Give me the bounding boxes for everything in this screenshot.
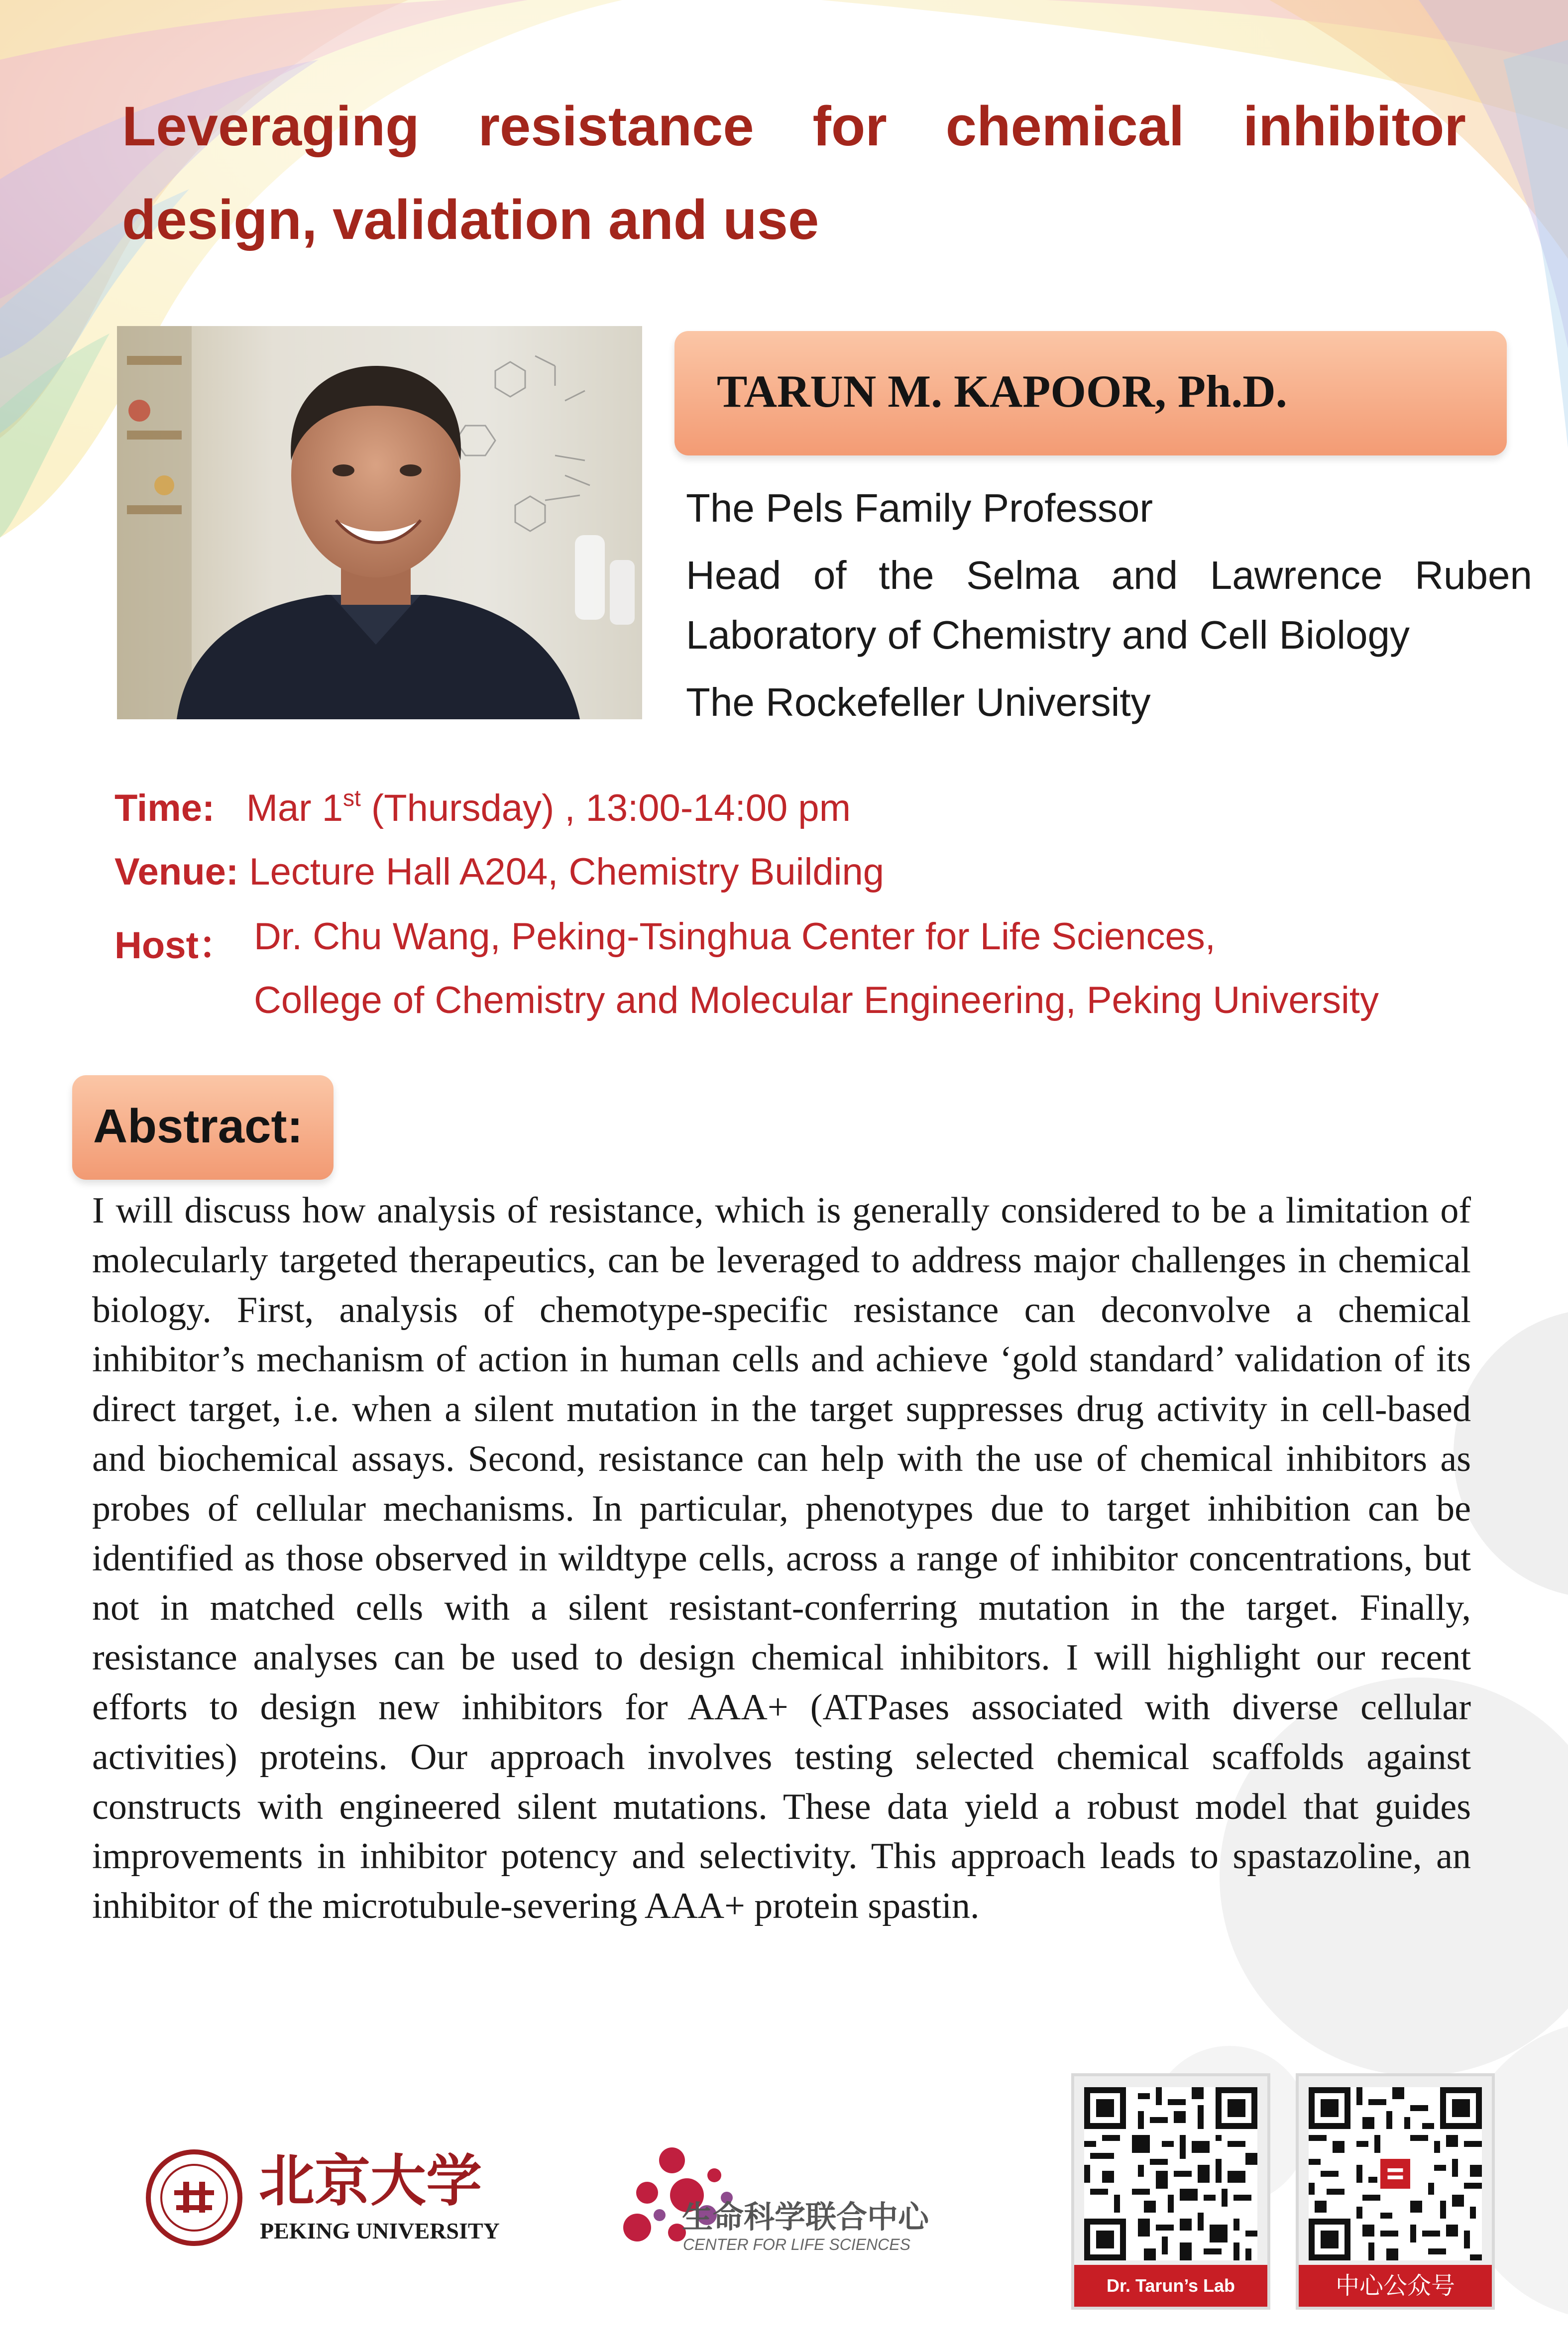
event-host (114, 915, 236, 969)
talk-title-line2: design, validation and use (122, 189, 819, 251)
center-for-life-sciences-logo (607, 2140, 966, 2260)
qr-caption-center: 中心公众号 (1299, 2265, 1492, 2307)
cls-logo-text-en: CENTER FOR LIFE SCIENCES (683, 2236, 910, 2253)
qr-code-icon (1084, 2087, 1257, 2260)
time-details: (Thursday) , 13:00-14:00 pm (360, 787, 851, 829)
cls-logo-text-cn: 生命科学联合中心 (682, 2199, 929, 2235)
host-line-2: College of Chemistry and Molecular Engineering, Peking University (254, 979, 1379, 1021)
qr-code-icon (1309, 2087, 1482, 2260)
venue-label: Venue: (114, 851, 239, 893)
talk-title-line1: Leveraging resistance for chemical inhibitor (122, 95, 1466, 157)
affiliation-line-4: The Rockefeller University (686, 680, 1151, 724)
affiliation-line-1: The Pels Family Professor (686, 486, 1153, 530)
speaker-photo (117, 326, 642, 719)
abstract-label: Abstract: (93, 1100, 303, 1153)
host-line-1: Dr. Chu Wang, Peking-Tsinghua Center for Life Sciences, (254, 915, 1216, 958)
event-venue (114, 850, 884, 894)
pku-logo-text-en: PEKING UNIVERSITY (260, 2218, 500, 2243)
pku-logo-text-cn: 北京大学 (259, 2148, 482, 2214)
speaker-name: TARUN M. KAPOOR, Ph.D. (717, 366, 1287, 417)
qr-code-lab[interactable] (1071, 2073, 1270, 2310)
event-time (114, 786, 851, 830)
abstract-label-badge (72, 1075, 334, 1180)
time-date-suffix: st (342, 785, 361, 811)
speaker-name-badge (674, 331, 1507, 455)
qr-caption-lab: Dr. Tarun’s Lab (1074, 2265, 1267, 2307)
peking-university-logo (144, 2143, 503, 2257)
affiliation-line-2: Head of the Selma and Lawrence Ruben (686, 553, 1532, 597)
qr-code-center[interactable] (1296, 2073, 1495, 2310)
host-label: Host： (114, 924, 236, 967)
talk-title (122, 80, 1466, 267)
time-date: Mar 1 (246, 787, 343, 829)
affiliation-line-3: Laboratory of Chemistry and Cell Biology (686, 613, 1410, 657)
time-label: Time: (114, 787, 215, 829)
abstract-text: I will discuss how analysis of resistance, which is generally considered to be a limitation of molecularly targeted therapeutics, can be leveraged to address major challenges in chemical biology. First, analysis of chemotype-specific resistance can deconvolve a chemical inhibitor’s mechanism of action in human cells and achieve ‘gold standard’ validation of its direct target, i.e. when a silent mutation in the target suppresses drug activity in cell-based and biochemical assays. Second, resistance can help with the use of chemical inhibitors as probes of cellular mechanisms. In particular, phenotypes due to target inhibition can be identified as those observed in wildtype cells, across a range of inhibitor concentrations, but not in matched cells with a silent resistant-conferring mutation in the target. Finally, resistance analyses can be used to design chemical inhibitors. I will highlight our recent efforts to design new inhibitors for AAA+ (ATPases associated with diverse cellular activities) proteins. Our approach involves testing selected chemical scaffolds against constructs with engineered silent mutations. These data yield a robust model that guides improvements in inhibitor potency and selectivity. This approach leads to spastazoline, an inhibitor of the microtubule-severing AAA+ protein spastin. (92, 1190, 1471, 1927)
venue-value: Lecture Hall A204, Chemistry Building (249, 851, 885, 893)
